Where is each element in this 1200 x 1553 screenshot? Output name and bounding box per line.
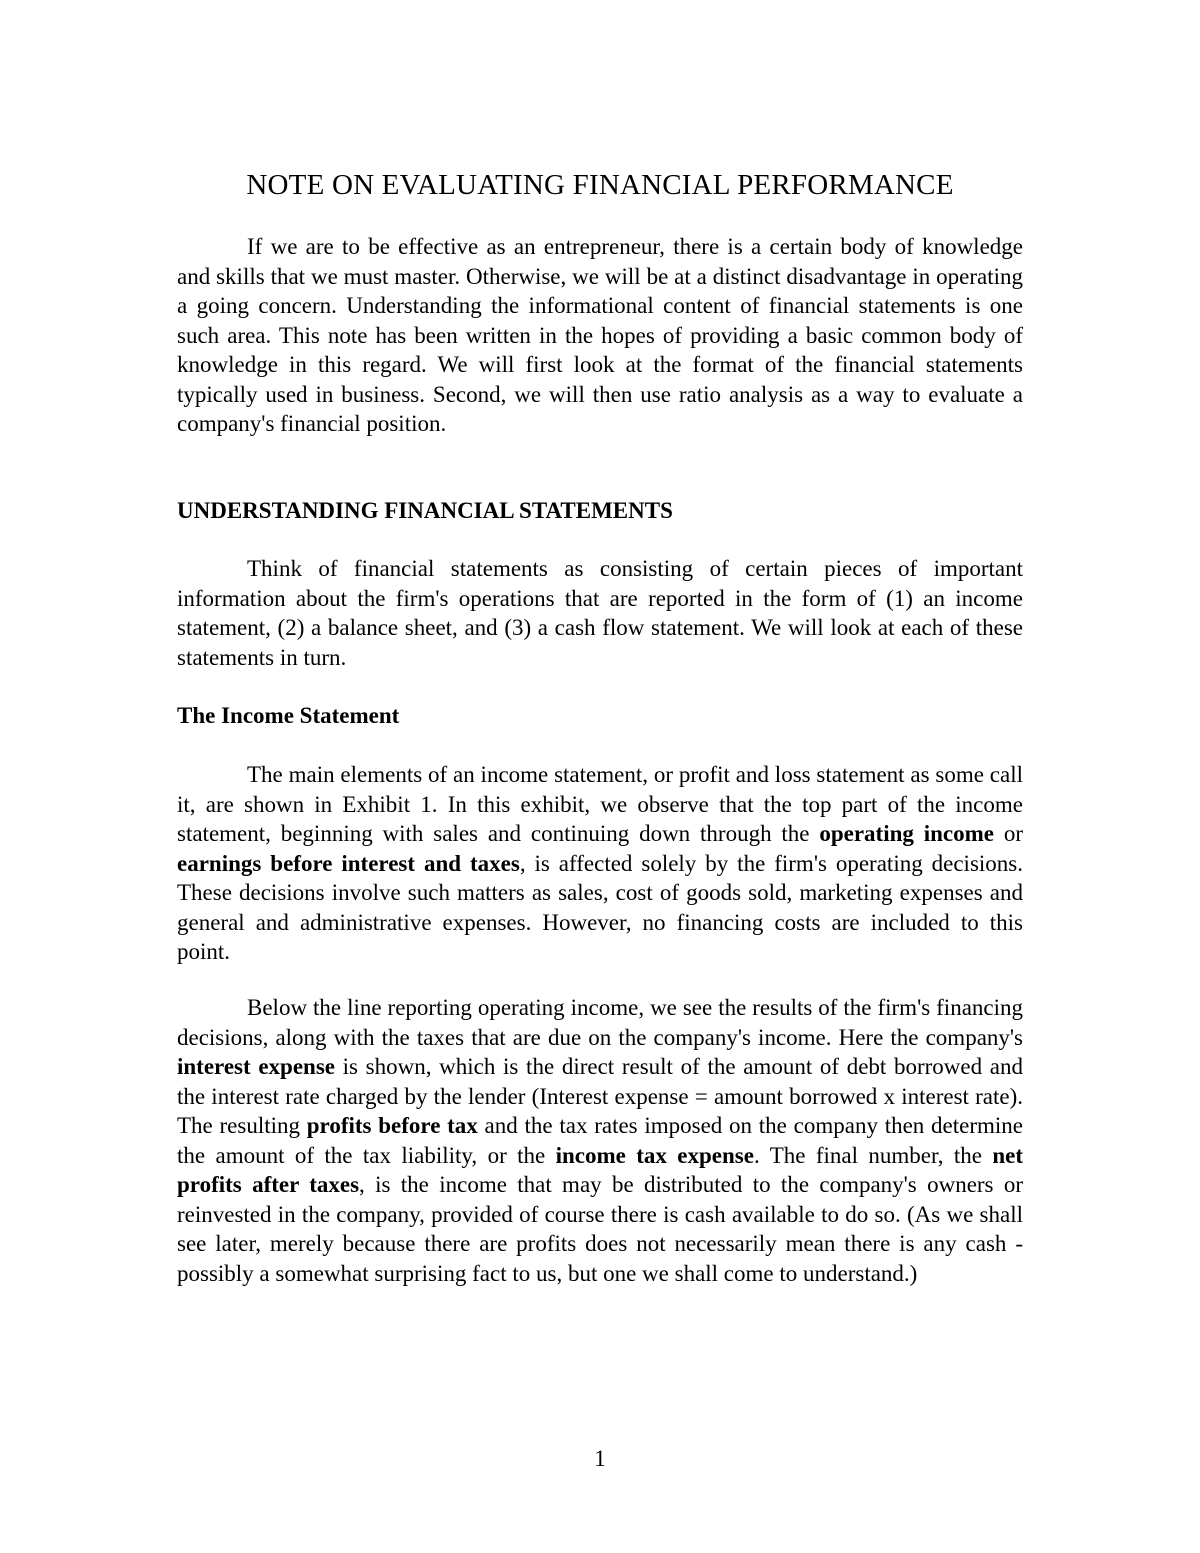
section-text: Think of financial statements as consisting of certain pieces of important information about the firm's operations that are reported in the form of (1) an income statement, (2) a balance sheet, and (3) a cash flow statement. We will look at each of these statements in turn. bbox=[177, 556, 1023, 670]
intro-text: If we are to be effective as an entrepreneur, there is a certain body of knowledge and skills that we must master. Otherwise, we will be at a distinct disadvantage in operating a going concern. Understanding the informational content of financial statements is one such area. This note has been written in the hopes of providing a basic common body of knowledge in this regard. We will first look at the format of the financial statements typically used in business. Second, we will then use ratio analysis as a way to evaluate a company's financial position. bbox=[177, 234, 1023, 436]
term-net-profits-after-taxes: net profits after taxes bbox=[177, 1142, 1023, 1197]
income-paragraph-1 bbox=[177, 760, 1023, 967]
term-income-tax-expense: income tax expense bbox=[555, 1142, 754, 1168]
term-profits-before-tax: profits before tax bbox=[306, 1113, 478, 1138]
income-p2-text-3: and the tax rates imposed on the company then determine the amount of the tax liability, or the bbox=[177, 1113, 1023, 1168]
income-p2-text-5: , is the income that may be distributed to the company's owners or reinvested in the company, provided of course there is cash available to do so. (As we shall see later, merely because there are profits does not necessarily mean there is any cash - possibly a somewhat surprising fact to us, but one we shall come to understand.) bbox=[177, 1172, 1023, 1286]
income-p2-text-1: Below the line reporting operating income, we see the results of the firm's financing decisions, along with the taxes that are due on the company's income. Here the company's bbox=[177, 995, 1023, 1050]
term-operating-income: operating income bbox=[819, 821, 994, 846]
section-paragraph bbox=[177, 554, 1023, 672]
subsection-heading: The Income Statement bbox=[177, 703, 400, 728]
intro-paragraph bbox=[177, 232, 1023, 439]
income-p2-text-2: is shown, which is the direct result of the amount of debt borrowed and the interest rate charged by the lender (Interest expense = amount borrowed x interest rate). The resulting bbox=[177, 1054, 1023, 1138]
term-ebit: earnings before interest and taxes bbox=[177, 850, 520, 876]
income-p1-text-3: , is affected solely by the firm's operating decisions. These decisions involve such matters as sales, cost of goods sold, marketing expenses and general and administrative expenses. However, no financing costs are included to this point. bbox=[177, 850, 1023, 964]
page-number: 1 bbox=[594, 1446, 606, 1471]
income-p1-text-2: or bbox=[994, 821, 1023, 846]
term-interest-expense: interest expense bbox=[177, 1054, 335, 1079]
section-heading: UNDERSTANDING FINANCIAL STATEMENTS bbox=[177, 498, 673, 523]
document-title: NOTE ON EVALUATING FINANCIAL PERFORMANCE bbox=[246, 169, 954, 201]
income-p1-text-1: The main elements of an income statement, or profit and loss statement as some call it, are shown in Exhibit 1. In this exhibit, we observe that the top part of the income statement, beginning with sales and continuing down through the bbox=[177, 762, 1023, 846]
income-p2-text-4: . The final number, the bbox=[753, 1142, 993, 1168]
income-paragraph-2 bbox=[177, 993, 1023, 1288]
